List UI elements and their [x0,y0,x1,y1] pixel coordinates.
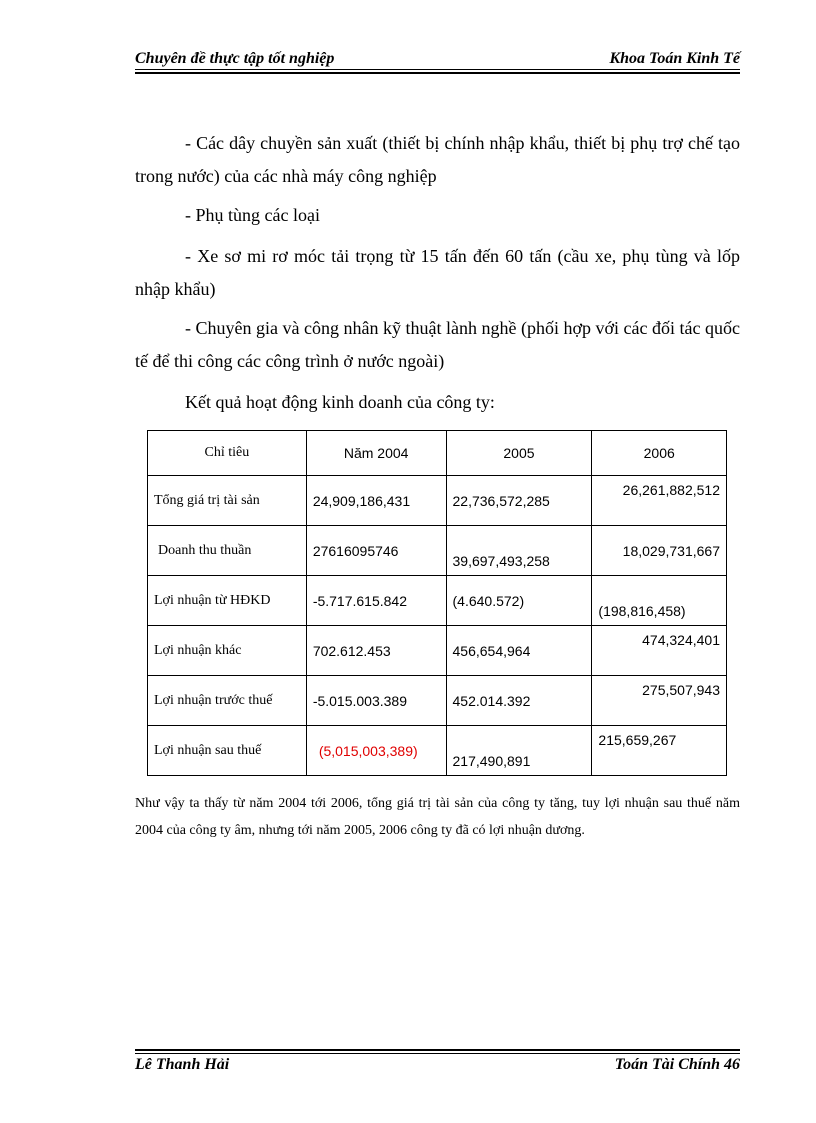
cell-2005: 22,736,572,285 [446,476,592,526]
cell-2005: 39,697,493,258 [446,526,592,576]
cell-2004: 702.612.453 [306,626,446,676]
bullet-spare-parts: - Phụ tùng các loại [185,205,320,225]
row-label: Lợi nhuận khác [148,626,307,676]
summary-paragraph: Như vậy ta thấy từ năm 2004 tới 2006, tổng giá trị tài sản của công ty tăng, tuy lợi nhuận sau thuế năm 2004 của công ty âm, nhưng tới năm 2005, 2006 công ty đã có lợi nhuận dương. [135,796,740,838]
header-department: Khoa Toán Kinh Tế [609,50,740,67]
cell-2004-negative: (5,015,003,389) [306,726,446,776]
cell-2006: 18,029,731,667 [592,526,727,576]
cell-2006: 275,507,943 [592,676,727,726]
cell-2006: 474,324,401 [592,626,727,676]
cell-2006: 215,659,267 [592,726,727,776]
bullet-experts: - Chuyên gia và công nhân kỹ thuật lành nghề (phối hợp với các đối tác quốc tế để thi công các công trình ở nước ngoài) [135,318,740,371]
table-row [148,626,727,676]
cell-2005: 217,490,891 [446,726,592,776]
business-results-table [147,430,727,776]
table-row [148,726,727,776]
bullet-trailers: - Xe sơ mi rơ móc tải trọng từ 15 tấn đến 60 tấn (cầu xe, phụ tùng và lốp nhập khẩu) [135,246,740,299]
cell-2005: (4.640.572) [446,576,592,626]
page-header [135,48,740,70]
table-row [148,676,727,726]
cell-2006: (198,816,458) [592,576,727,626]
footer-rule-thin [135,1053,740,1054]
row-label: Tổng giá trị tài sản [148,476,307,526]
footer-author: Lê Thanh Hải [135,1056,230,1073]
cell-2004: -5.717.615.842 [306,576,446,626]
bullet-production-lines: - Các dây chuyền sản xuất (thiết bị chính nhập khẩu, thiết bị phụ trợ chế tạo trong nước) của các nhà máy công nghiệp [135,133,740,186]
row-label: Lợi nhuận từ HĐKD [148,576,307,626]
table-row [148,526,727,576]
table-caption: Kết quả hoạt động kinh doanh của công ty: [185,392,495,412]
cell-2004: -5.015.003.389 [306,676,446,726]
header-year-2004: Năm 2004 [306,431,446,476]
cell-2005: 456,654,964 [446,626,592,676]
row-label: Lợi nhuận sau thuế [148,726,307,776]
table-header-row [148,431,727,476]
cell-2004: 24,909,186,431 [306,476,446,526]
header-rule-thin [135,69,740,70]
cell-2004: 27616095746 [306,526,446,576]
header-title: Chuyên đề thực tập tốt nghiệp [135,50,335,67]
header-year-2006: 2006 [592,431,727,476]
table-row [148,576,727,626]
header-indicator: Chỉ tiêu [148,431,307,476]
page-footer [135,1056,740,1078]
row-label: Doanh thu thuần [148,526,307,576]
cell-2006: 26,261,882,512 [592,476,727,526]
table-row [148,476,727,526]
footer-class: Toán Tài Chính 46 [614,1056,740,1073]
header-year-2005: 2005 [446,431,592,476]
row-label: Lợi nhuận trước thuế [148,676,307,726]
header-rule-thick [135,72,740,74]
cell-2005: 452.014.392 [446,676,592,726]
footer-rule-thick [135,1049,740,1051]
